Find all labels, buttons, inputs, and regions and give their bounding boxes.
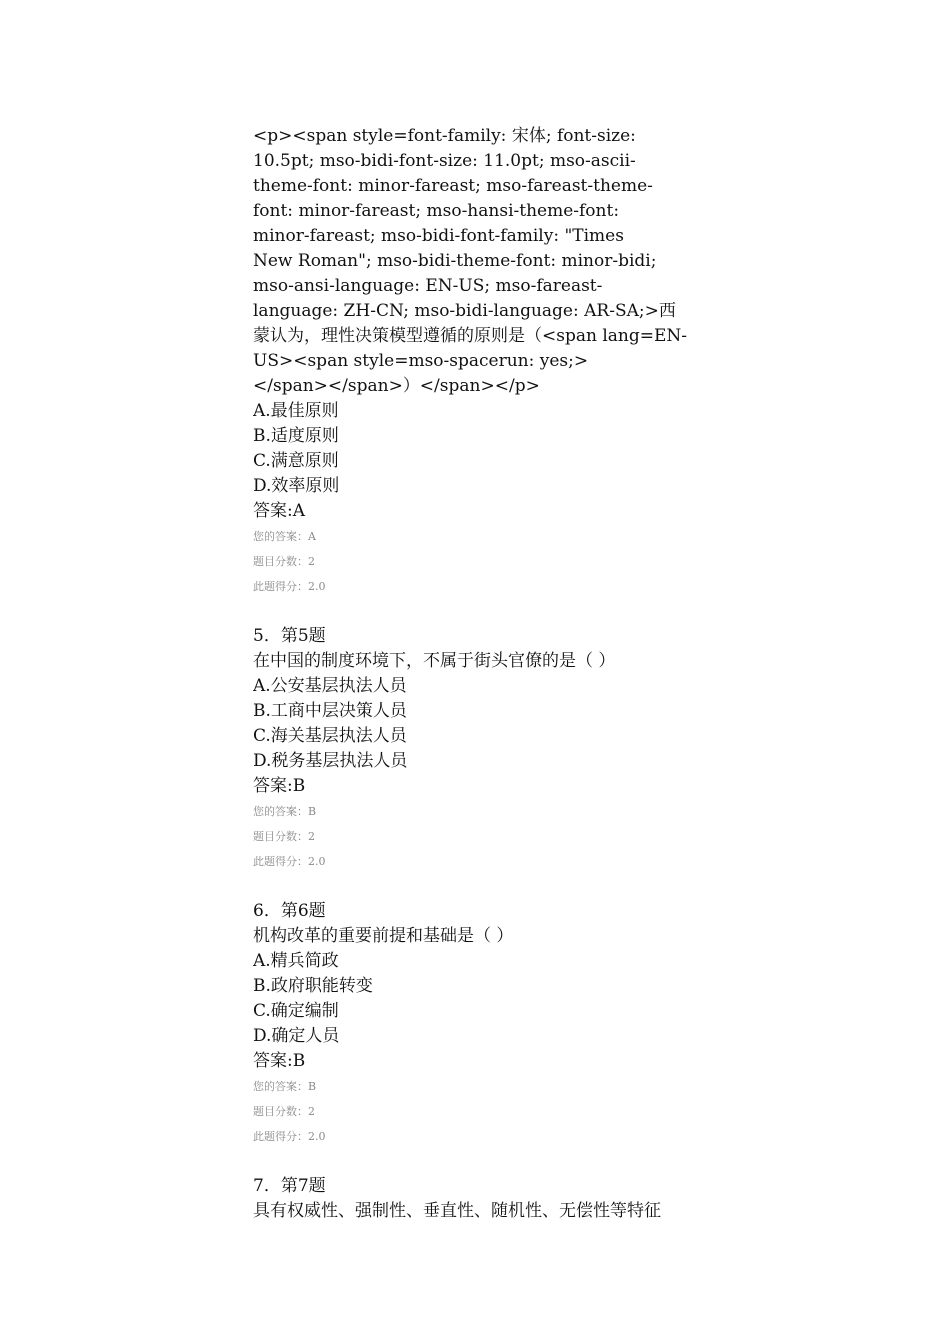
question-5 xyxy=(253,624,705,874)
question-stem-line: minor-fareast; mso-bidi-font-family: "Times xyxy=(253,226,624,246)
question-stem-line: <p><span style=font-family: 宋体; font-size: xyxy=(253,126,636,146)
option-b: B.政府职能转变 xyxy=(253,976,373,996)
question-4 xyxy=(253,124,705,599)
your-answer: 您的答案：A xyxy=(253,530,316,543)
question-7 xyxy=(253,1174,705,1224)
option-a: A.精兵简政 xyxy=(253,951,339,971)
question-stem-line: 10.5pt; mso-bidi-font-size: 11.0pt; mso-ascii- xyxy=(253,151,636,171)
option-c: C.满意原则 xyxy=(253,451,339,471)
spacer xyxy=(253,1149,705,1174)
earned-score: 此题得分：2.0 xyxy=(253,1130,326,1143)
question-heading: 7．第7题 xyxy=(253,1176,326,1196)
question-score: 题目分数：2 xyxy=(253,830,315,843)
question-heading: 6．第6题 xyxy=(253,901,326,921)
question-stem: 机构改革的重要前提和基础是（ ） xyxy=(253,926,514,946)
earned-score: 此题得分：2.0 xyxy=(253,580,326,593)
question-stem-line: font: minor-fareast; mso-hansi-theme-font: xyxy=(253,201,620,221)
correct-answer: 答案:B xyxy=(253,1051,306,1071)
question-stem: 具有权威性、强制性、垂直性、随机性、无偿性等特征 xyxy=(253,1201,661,1221)
option-a: A.最佳原则 xyxy=(253,401,339,421)
spacer xyxy=(253,874,705,899)
question-stem: 在中国的制度环境下，不属于街头官僚的是（ ） xyxy=(253,651,616,671)
option-b: B.工商中层决策人员 xyxy=(253,701,407,721)
option-c: C.海关基层执法人员 xyxy=(253,726,407,746)
option-a: A.公安基层执法人员 xyxy=(253,676,407,696)
question-6 xyxy=(253,899,705,1149)
question-stem-line: US><span style=mso-spacerun: yes;> xyxy=(253,351,589,371)
correct-answer: 答案:A xyxy=(253,501,306,521)
question-stem-line: language: ZH-CN; mso-bidi-language: AR-SA;>西 xyxy=(253,301,676,321)
correct-answer: 答案:B xyxy=(253,776,306,796)
question-score: 题目分数：2 xyxy=(253,1105,315,1118)
option-d: D.确定人员 xyxy=(253,1026,340,1046)
question-heading: 5．第5题 xyxy=(253,626,326,646)
question-stem-line: theme-font: minor-fareast; mso-fareast-theme- xyxy=(253,176,653,196)
spacer xyxy=(253,599,705,624)
question-stem-line: mso-ansi-language: EN-US; mso-fareast- xyxy=(253,276,603,296)
exam-content xyxy=(253,124,705,1224)
your-answer: 您的答案：B xyxy=(253,805,317,818)
question-score: 题目分数：2 xyxy=(253,555,315,568)
question-stem-line: 蒙认为，理性决策模型遵循的原则是（<span lang=EN- xyxy=(253,326,688,346)
question-stem-line: </span></span>）</span></p> xyxy=(253,376,540,396)
your-answer: 您的答案：B xyxy=(253,1080,317,1093)
option-d: D.效率原则 xyxy=(253,476,340,496)
earned-score: 此题得分：2.0 xyxy=(253,855,326,868)
question-stem-line: New Roman"; mso-bidi-theme-font: minor-bidi; xyxy=(253,251,657,271)
option-b: B.适度原则 xyxy=(253,426,339,446)
option-d: D.税务基层执法人员 xyxy=(253,751,408,771)
option-c: C.确定编制 xyxy=(253,1001,339,1021)
